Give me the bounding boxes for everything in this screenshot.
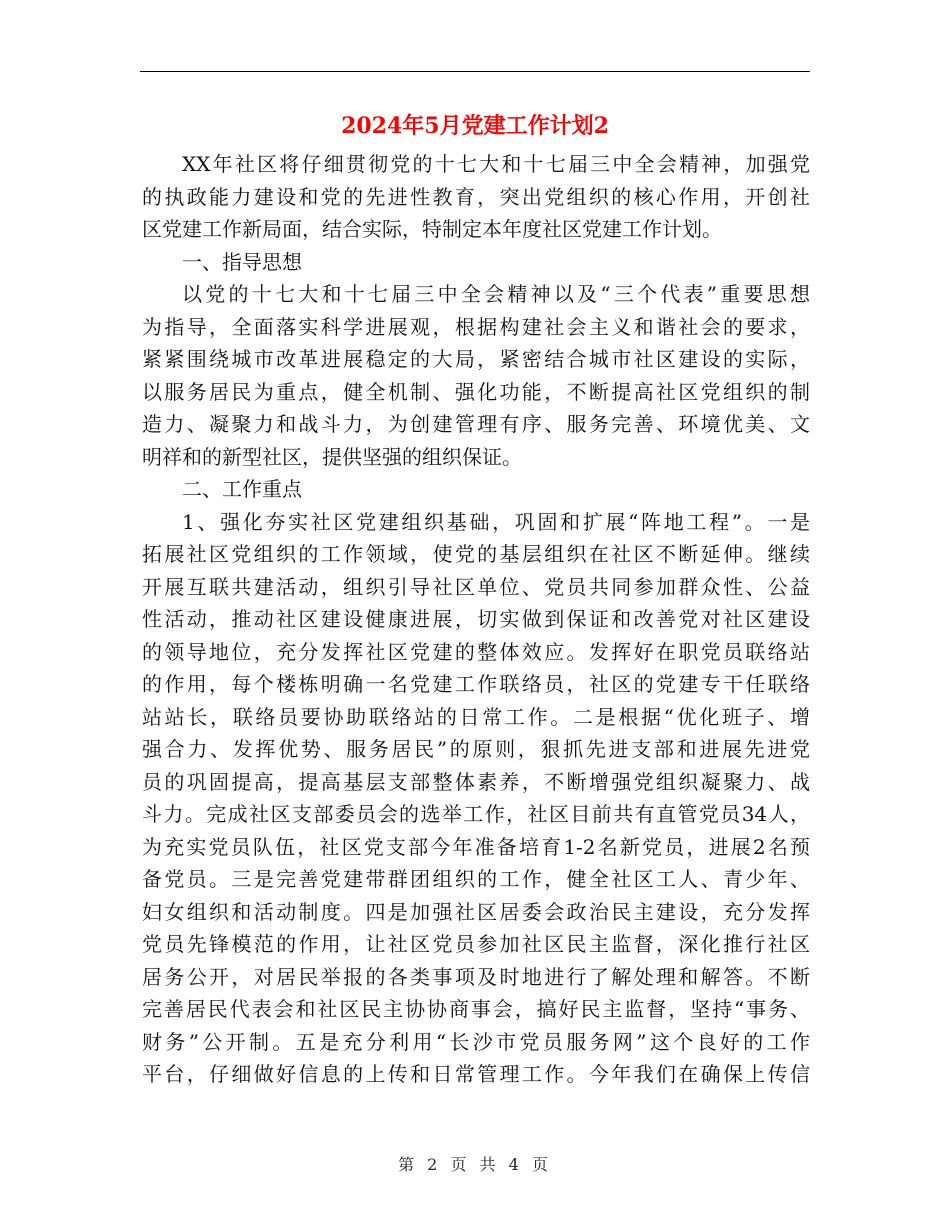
body-line: 以服务居民为重点，健全机制、强化功能，不断提高社区党组织的制 [142, 379, 810, 404]
body-line: 完善居民代表会和社区民主协协商事会，搞好民主监督，坚持“事务、 [142, 997, 810, 1021]
document-body [142, 148, 810, 1091]
body-line: 造力、凝聚力和战斗力，为创建管理有序、服务完善、环境优美、文 [142, 412, 810, 436]
body-line: 备党员。三是完善党建带群团组织的工作，健全社区工人、青少年、 [142, 867, 810, 891]
body-line: 站站长，联络员要协助联络站的日常工作。二是根据“优化班子、增 [142, 704, 810, 729]
body-line: 的执政能力建设和党的先进性教育，突出党组织的核心作用，开创社 [142, 184, 810, 209]
body-line: 员的巩固提高，提高基层支部整体素养，不断增强党组织凝聚力、战 [142, 769, 810, 794]
section-heading: 二、工作重点 [182, 477, 302, 501]
body-line: 平台，仔细做好信息的上传和日常管理工作。今年我们在确保上传信 [142, 1062, 810, 1086]
body-line: 财务”公开制。五是充分利用“长沙市党员服务网”这个良好的工作 [142, 1029, 810, 1054]
body-line: 为充实党员队伍，社区党支部今年准备培育1-2名新党员，进展2名预 [142, 834, 810, 859]
header-rule [140, 71, 810, 72]
body-line: 1、强化夯实社区党建组织基础，巩固和扩展“阵地工程”。一是 [182, 509, 810, 534]
body-line: 斗力。完成社区支部委员会的选举工作，社区目前共有直管党员34人， [142, 802, 810, 826]
body-line: 的领导地位，充分发挥社区党建的整体效应。发挥好在职党员联络站 [142, 639, 810, 664]
body-line: 拓展社区党组织的工作领域，使党的基层组织在社区不断延伸。继续 [142, 542, 810, 566]
body-line: 明祥和的新型社区，提供坚强的组织保证。 [142, 444, 522, 469]
page-number-footer: 第 2 页 共 4 页 [398, 1155, 552, 1174]
body-line: 为指导，全面落实科学进展观，根据构建社会主义和谐社会的要求， [142, 314, 810, 339]
body-line: 以党的十七大和十七届三中全会精神以及“三个代表”重要思想 [182, 282, 810, 306]
body-line: 开展互联共建活动，组织引导社区单位、党员共同参加群众性、公益 [142, 574, 810, 599]
body-line: 的作用，每个楼栋明确一名党建工作联络员，社区的党建专干任联络 [142, 672, 810, 696]
body-line: 区党建工作新局面，结合实际，特制定本年度社区党建工作计划。 [142, 217, 722, 241]
document-title: 2024年5月党建工作计划2 [341, 113, 609, 139]
body-line: 性活动，推动社区建设健康进展，切实做到保证和改善党对社区建设 [142, 607, 810, 631]
body-line: 居务公开，对居民举报的各类事项及时地进行了解处理和解答。不断 [142, 964, 810, 989]
body-line: 妇女组织和活动制度。四是加强社区居委会政治民主建设，充分发挥 [142, 899, 810, 924]
section-heading: 一、指导思想 [182, 249, 302, 274]
body-line: XX年社区将仔细贯彻党的十七大和十七届三中全会精神，加强党 [182, 152, 810, 176]
body-line: 强合力、发挥优势、服务居民”的原则，狠抓先进支部和进展先进党 [142, 737, 810, 761]
body-line: 党员先锋模范的作用，让社区党员参加社区民主监督，深化推行社区 [142, 932, 810, 956]
body-line: 紧紧围绕城市改革进展稳定的大局，紧密结合城市社区建设的实际， [142, 347, 810, 371]
